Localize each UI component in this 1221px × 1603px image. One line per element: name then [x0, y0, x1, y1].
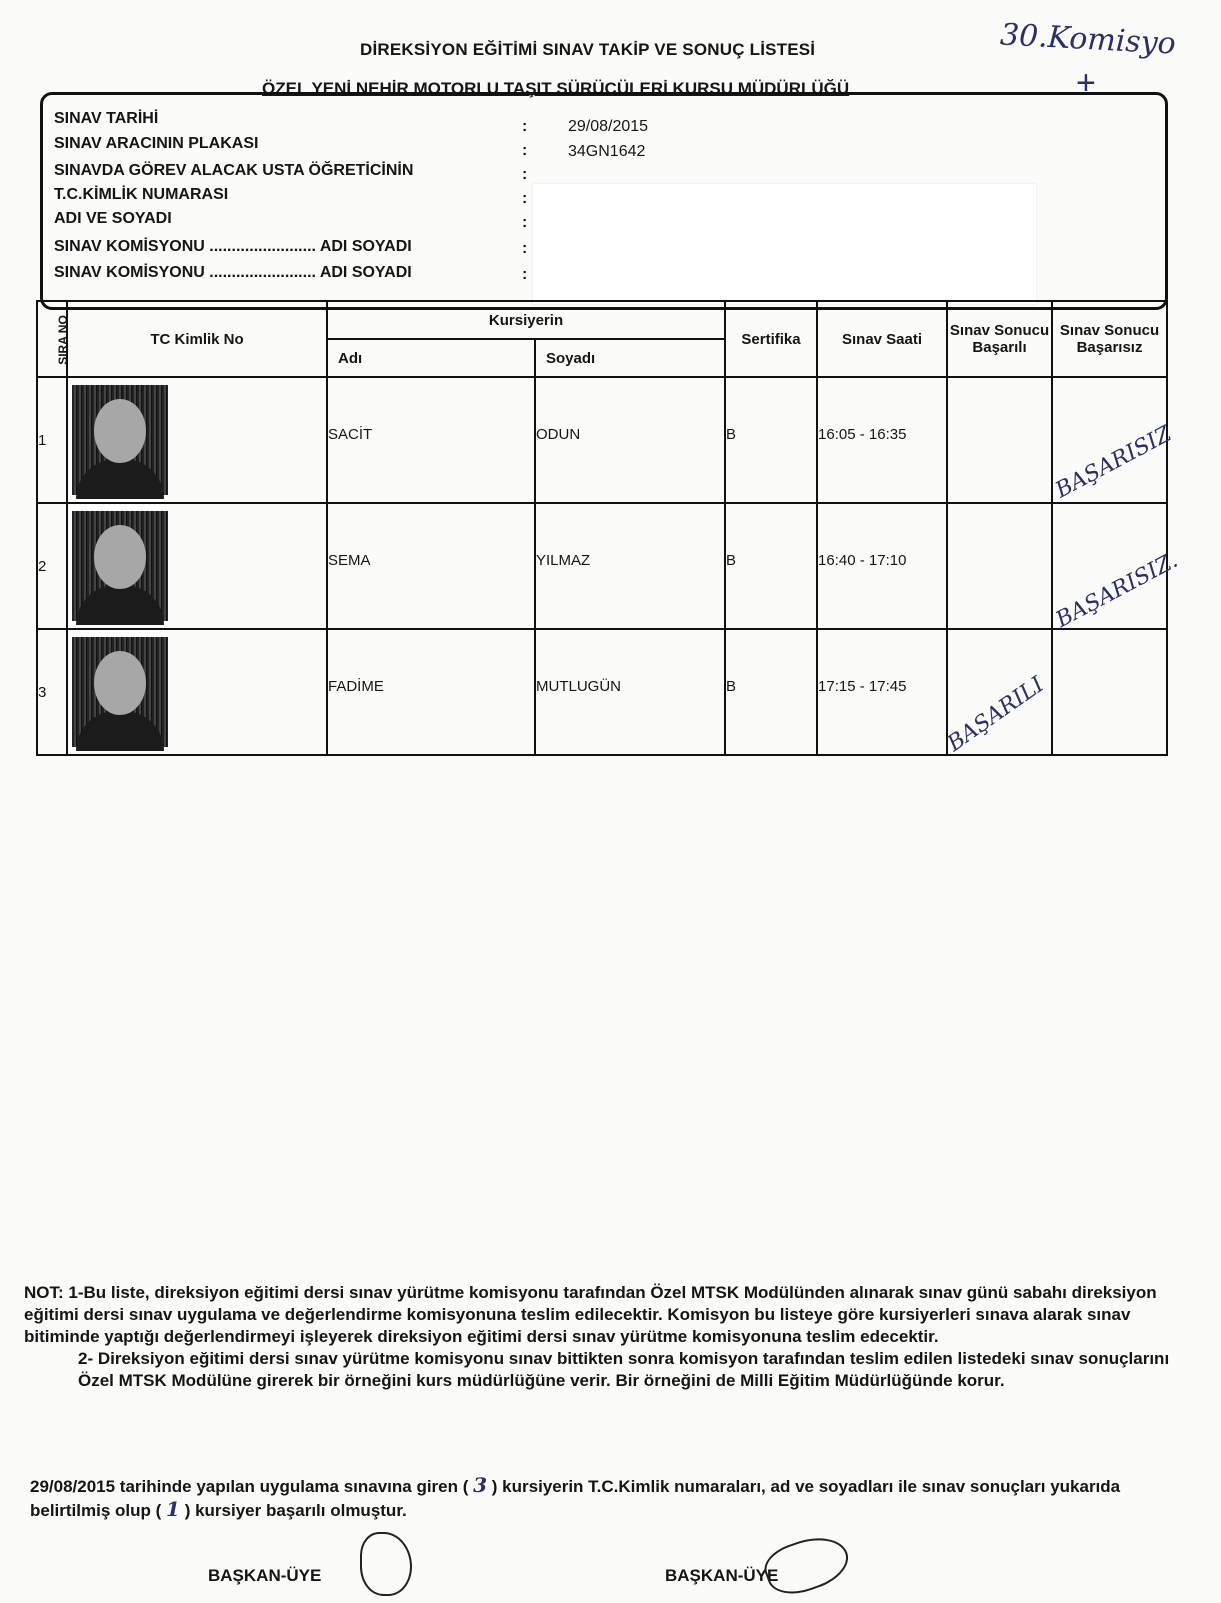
certificate: B	[725, 503, 817, 629]
signature-left	[360, 1532, 412, 1596]
result-pass	[947, 377, 1052, 503]
result-pass	[947, 503, 1052, 629]
table-row	[37, 629, 1167, 755]
first-name: SACİT	[327, 377, 535, 503]
summary-text: 29/08/2015 tarihinde yapılan uygulama sınavına giren (	[30, 1477, 469, 1496]
exam-results-table	[36, 300, 1168, 756]
row-number: 3	[37, 629, 67, 755]
table-row	[37, 503, 1167, 629]
last-name: ODUN	[535, 377, 725, 503]
colon: :	[522, 214, 528, 231]
tc-number-label: T.C.KİMLİK NUMARASI	[54, 186, 229, 203]
first-name: SEMA	[327, 503, 535, 629]
signature-label-left: BAŞKAN-ÜYE	[208, 1566, 322, 1585]
summary-text: ) kursiyerin T.C.Kimlik numaraları, ad ve soyadları ile sınav sonuçları yukarıda belirtilmiş olup (	[30, 1477, 1121, 1520]
colon: :	[522, 266, 528, 283]
table-row	[37, 377, 1167, 503]
first-name: FADİME	[327, 629, 535, 755]
header-basarisiz: Sınav Sonucu Başarısız	[1052, 301, 1167, 377]
header-tc: TC Kimlik No	[67, 301, 327, 377]
document-title: DİREKSİYON EĞİTİMİ SINAV TAKİP VE SONUÇ LİSTESİ	[360, 40, 816, 59]
committee2-label: SINAV KOMİSYONU ........................ ADI SOYADI	[54, 264, 412, 281]
signature-label-right: BAŞKAN-ÜYE	[665, 1566, 779, 1585]
handwritten-committee-note: 30.Komisyo	[999, 17, 1177, 62]
last-name: YILMAZ	[535, 503, 725, 629]
plate-value: 34GN1642	[568, 143, 646, 160]
exam-time: 17:15 - 17:45	[817, 629, 947, 755]
note-paragraph-1: NOT: 1-Bu liste, direksiyon eğitimi dersi sınav yürütme komisyonu tarafından Özel MTSK Modülünden alınarak sınav günü sabahı direksiyon eğitimi dersi sınav uygulama ve değerlendirme komisyonuna teslim edilecektir. Komisyon bu listeye göre kursiyerleri sınava alarak sınav bitiminde yaptığı değerlendirmeyi işleyerek direksiyon eğitimi dersi sınav yürütme komisyonuna teslim edecektir.	[24, 1283, 1157, 1346]
exam-time: 16:05 - 16:35	[817, 377, 947, 503]
header-sertifika: Sertifika	[725, 301, 817, 377]
student-photo	[72, 637, 168, 747]
exam-date-value: 29/08/2015	[568, 118, 649, 135]
header-sira-no: SIRA NO	[37, 301, 67, 377]
student-photo	[72, 385, 168, 495]
passed-count: 1	[166, 1497, 180, 1521]
colon: :	[522, 240, 528, 257]
student-photo-cell	[67, 377, 327, 503]
summary-text: ) kursiyer başarılı olmuştur.	[184, 1501, 407, 1520]
student-photo-cell	[67, 629, 327, 755]
result-fail	[1052, 629, 1167, 755]
school-name: ÖZEL YENİ NEHİR MOTORLU TAŞIT SÜRÜCÜLERİ KURSU MÜDÜRLÜĞÜ	[262, 79, 850, 98]
exam-time: 16:40 - 17:10	[817, 503, 947, 629]
redacted-area	[533, 184, 1036, 304]
handwritten-result-row1: BAŞARISIZ	[1051, 421, 1176, 504]
header-soyadi: Soyadı	[535, 339, 725, 377]
handwritten-result-row2: BAŞARISIZ.	[1051, 548, 1182, 633]
note-paragraph-2: 2- Direksiyon eğitimi dersi sınav yürütme komisyonu sınav bittikten sonra komisyon tarafından teslim edilen listedeki sınav sonuçlarını Özel MTSK Modülüne girerek bir örneğini kurs müdürlüğüne verir. Bir örneğini de Milli Eğitim Müdürlüğünde korur.	[78, 1349, 1170, 1390]
handwritten-cross-mark: +	[1076, 64, 1096, 102]
last-name: MUTLUGÜN	[535, 629, 725, 755]
colon: :	[522, 118, 528, 135]
student-photo	[72, 511, 168, 621]
name-surname-label: ADI VE SOYADI	[54, 210, 172, 227]
row-number: 2	[37, 503, 67, 629]
header-adi: Adı	[327, 339, 535, 377]
certificate: B	[725, 629, 817, 755]
certificate: B	[725, 377, 817, 503]
header-kursiyerin: Kursiyerin	[327, 301, 725, 339]
colon: :	[522, 142, 528, 159]
exam-date-label: SINAV TARİHİ	[54, 110, 159, 127]
handwritten-result-row3: BAŞARILI	[942, 672, 1049, 757]
header-sinav-saati: Sınav Saati	[817, 301, 947, 377]
committee1-label: SINAV KOMİSYONU ........................ ADI SOYADI	[54, 238, 412, 255]
colon: :	[522, 190, 528, 207]
note-section	[24, 1282, 1184, 1392]
header-basarili: Sınav Sonucu Başarılı	[947, 301, 1052, 377]
signature-right	[759, 1527, 855, 1603]
total-count: 3	[473, 1473, 488, 1497]
plate-label: SINAV ARACININ PLAKASI	[54, 135, 259, 152]
colon: :	[522, 166, 528, 183]
summary-statement	[30, 1474, 1190, 1522]
student-photo-cell	[67, 503, 327, 629]
row-number: 1	[37, 377, 67, 503]
instructor-label: SINAVDA GÖREV ALACAK USTA ÖĞRETİCİNİN	[54, 162, 414, 179]
